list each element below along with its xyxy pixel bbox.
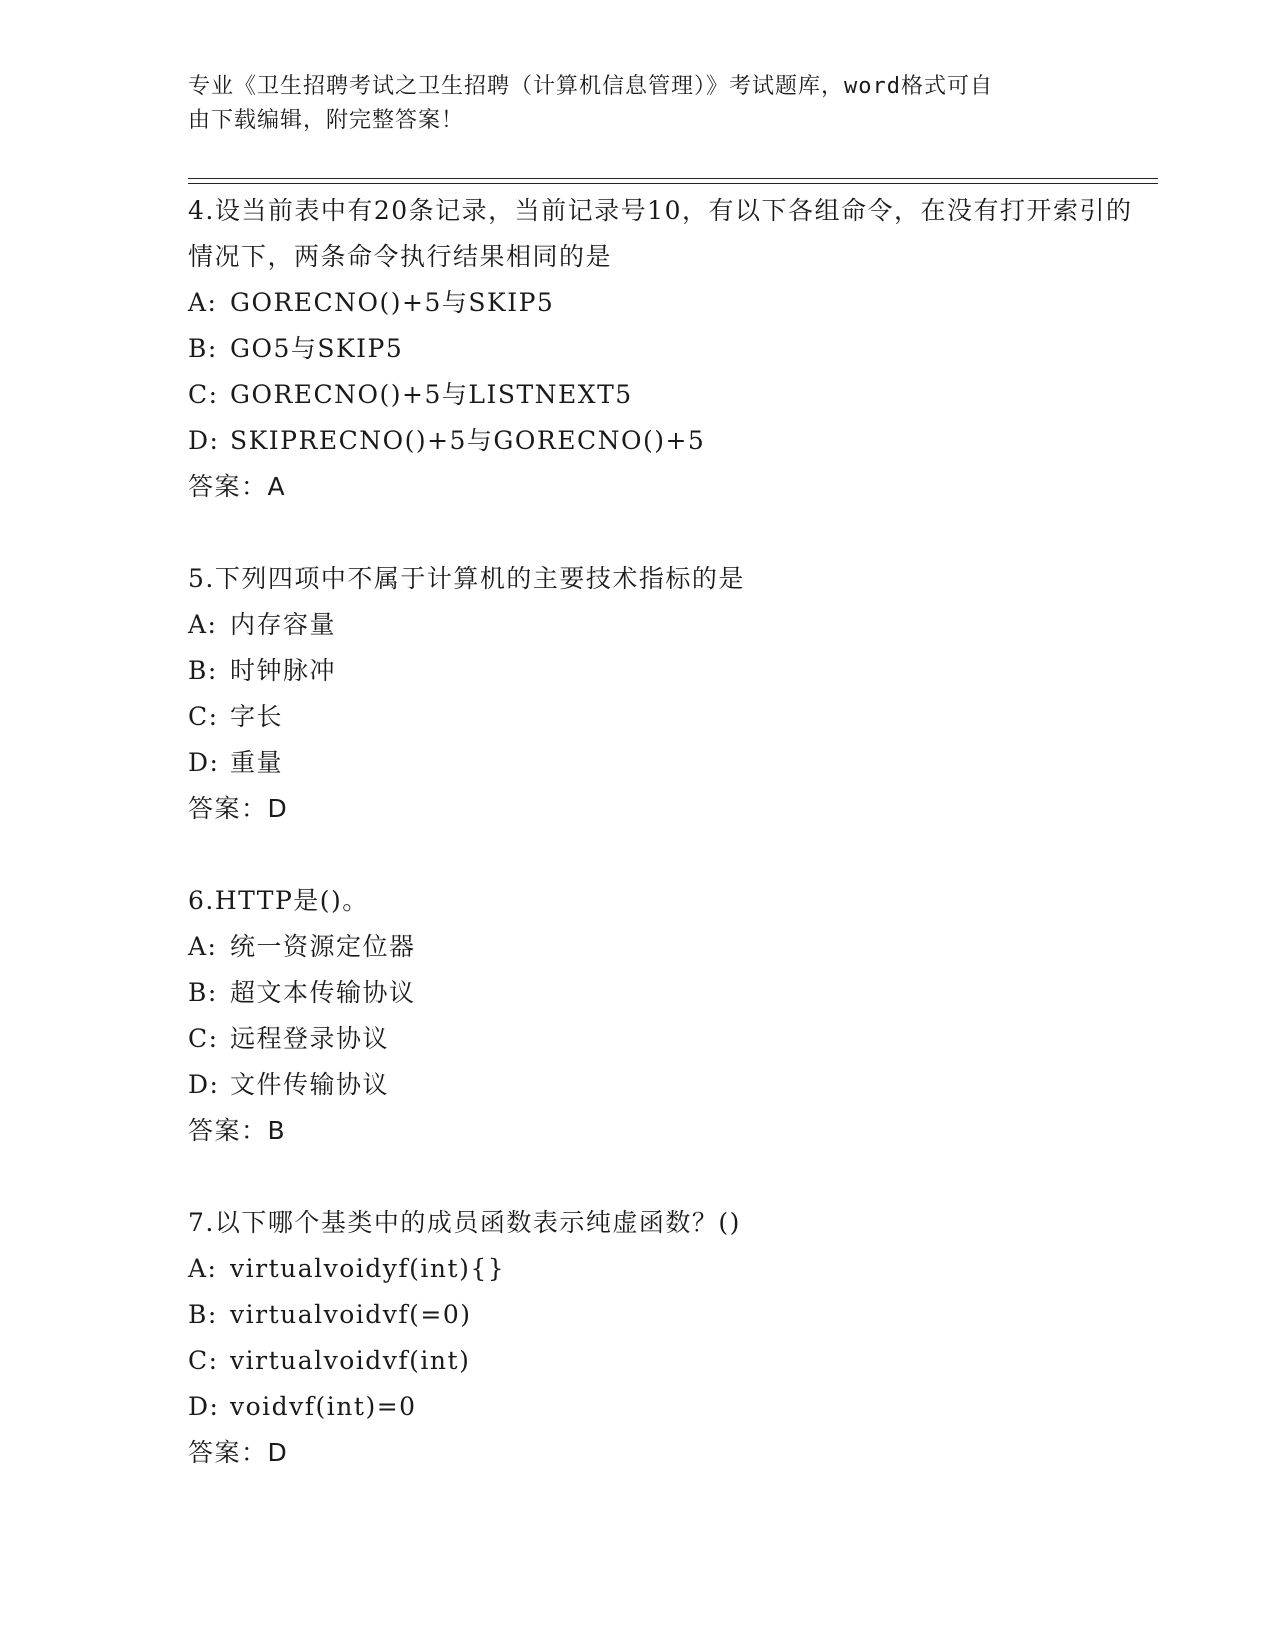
answer-line: 答案：B	[188, 1116, 287, 1145]
option-text: GORECNO()+5与LISTNEXT5	[230, 380, 633, 409]
option-text: GORECNO()+5与SKIP5	[230, 288, 555, 317]
option-a	[188, 924, 1148, 970]
option-letter: B:	[188, 334, 218, 363]
option-letter: B:	[188, 1300, 218, 1329]
option-letter: A:	[188, 932, 218, 961]
option-text: 统一资源定位器	[230, 932, 416, 961]
answer-line: 答案：A	[188, 472, 287, 501]
option-text: 超文本传输协议	[230, 978, 416, 1007]
option-a	[188, 1246, 1148, 1292]
header-line-1: 专业《卫生招聘考试之卫生招聘（计算机信息管理）》考试题库，word格式可自	[188, 74, 993, 99]
question-6	[188, 878, 1148, 1154]
question-4	[188, 188, 1148, 510]
option-d	[188, 740, 1148, 786]
option-letter: D:	[188, 748, 220, 777]
option-text: virtualvoidyf(int){}	[230, 1254, 506, 1283]
option-c	[188, 372, 1148, 418]
answer-line: 答案：D	[188, 1438, 289, 1467]
question-stem: 6.HTTP是()。	[188, 886, 369, 915]
option-letter: A:	[188, 610, 218, 639]
option-letter: C:	[188, 1346, 219, 1375]
option-c	[188, 694, 1148, 740]
option-text: 内存容量	[230, 610, 337, 639]
option-a	[188, 602, 1148, 648]
option-letter: A:	[188, 288, 218, 317]
option-text: voidvf(int)=0	[230, 1392, 417, 1421]
option-a	[188, 280, 1148, 326]
question-list	[188, 188, 1148, 1522]
option-b	[188, 1292, 1148, 1338]
option-text: GO5与SKIP5	[230, 334, 404, 363]
option-letter: B:	[188, 978, 218, 1007]
question-5	[188, 556, 1148, 832]
option-d	[188, 418, 1148, 464]
option-c	[188, 1016, 1148, 1062]
question-stem: 4.设当前表中有20条记录，当前记录号10，有以下各组命令，在没有打开索引的情况下，两条命令执行结果相同的是	[188, 196, 1133, 271]
option-text: 重量	[230, 748, 284, 777]
question-7	[188, 1200, 1148, 1476]
option-letter: C:	[188, 380, 219, 409]
option-b	[188, 648, 1148, 694]
header-line-2: 由下载编辑，附完整答案！	[188, 108, 465, 133]
option-d	[188, 1384, 1148, 1430]
document-header	[188, 70, 1088, 138]
header-divider-bottom	[188, 183, 1158, 184]
option-text: virtualvoidvf(int)	[230, 1346, 471, 1375]
option-letter: D:	[188, 426, 220, 455]
option-text: virtualvoidvf(=0)	[230, 1300, 472, 1329]
option-text: 远程登录协议	[230, 1024, 390, 1053]
question-stem: 5.下列四项中不属于计算机的主要技术指标的是	[188, 564, 745, 593]
option-b	[188, 326, 1148, 372]
option-letter: A:	[188, 1254, 218, 1283]
option-text: SKIPRECNO()+5与GORECNO()+5	[230, 426, 706, 455]
option-b	[188, 970, 1148, 1016]
option-letter: B:	[188, 656, 218, 685]
option-text: 文件传输协议	[230, 1070, 390, 1099]
option-d	[188, 1062, 1148, 1108]
option-letter: D:	[188, 1070, 220, 1099]
header-divider-top	[188, 178, 1158, 179]
question-stem: 7.以下哪个基类中的成员函数表示纯虚函数？()	[188, 1208, 741, 1237]
option-letter: C:	[188, 1024, 219, 1053]
option-text: 字长	[230, 702, 284, 731]
option-letter: C:	[188, 702, 219, 731]
answer-line: 答案：D	[188, 794, 289, 823]
option-c	[188, 1338, 1148, 1384]
option-letter: D:	[188, 1392, 220, 1421]
option-text: 时钟脉冲	[230, 656, 337, 685]
